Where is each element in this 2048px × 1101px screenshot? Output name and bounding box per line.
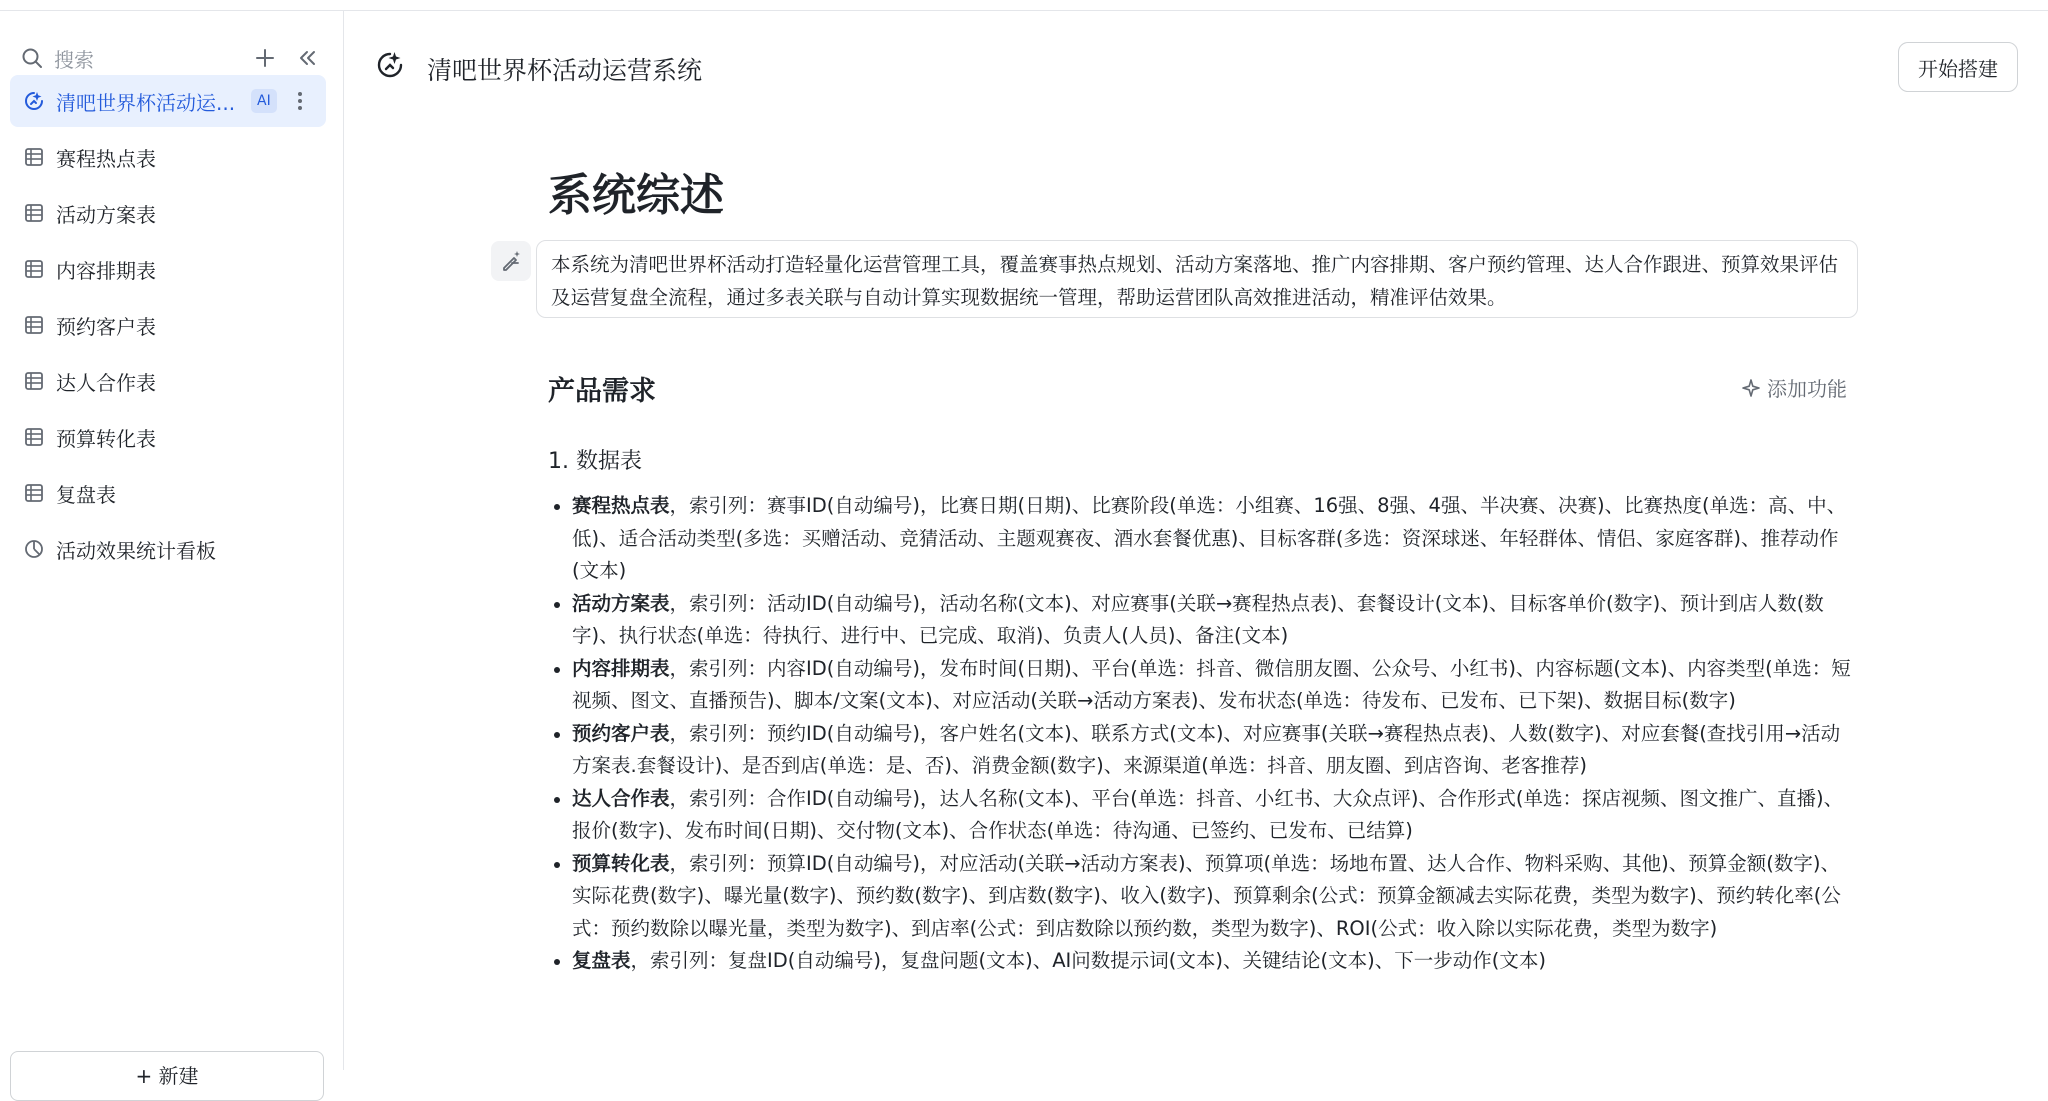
sidebar-item-label: 预约客户表 (56, 314, 156, 339)
ai-badge: AI (251, 89, 277, 113)
table-description: ，索引列：赛事ID(自动编号)，比赛日期(日期)、比赛阶段(单选：小组赛、16强、8强、4强、半决赛、决赛)、比赛热度(单选：高、中、低)、适合活动类型(多选：买赠活动、竞猜活动、主题观赛夜、酒水套餐优惠)、目标客群(多选：资深球迷、年轻群体、情侣、家庭客群)、推荐动作(文本) (572, 494, 1847, 582)
search-input[interactable]: 搜索 (54, 47, 94, 72)
list-item (548, 945, 1858, 978)
page-title: 清吧世界杯活动运营系统 (427, 56, 703, 85)
list-item (548, 588, 1858, 653)
table-icon (22, 201, 46, 225)
sidebar-item-budget-table[interactable] (10, 411, 326, 463)
sidebar-item-label: 活动效果统计看板 (56, 538, 216, 563)
summary-text[interactable]: 本系统为清吧世界杯活动打造轻量化运营管理工具，覆盖赛事热点规划、活动方案落地、推广内容排期、客户预约管理、达人合作跟进、预算效果评估及运营复盘全流程，通过多表关联与自动计算实现数据统一管理，帮助运营团队高效推进活动，精准评估效果。 (536, 240, 1858, 318)
table-name: 预约客户表 (572, 721, 670, 745)
sidebar-item-content-table[interactable] (10, 243, 326, 295)
sidebar-item-label: 复盘表 (56, 482, 116, 507)
list-item (548, 718, 1858, 783)
table-name: 复盘表 (572, 949, 631, 972)
table-description: ，索引列：复盘ID(自动编号)，复盘问题(文本)、AI问数提示词(文本)、关键结论(文本)、下一步动作(文本) (630, 949, 1546, 972)
section-title: 系统综述 (548, 170, 724, 221)
sidebar-item-label: 清吧世界杯活动运... (56, 90, 236, 115)
add-icon[interactable] (248, 41, 282, 75)
more-options-icon[interactable] (290, 87, 310, 115)
list-item (548, 848, 1858, 946)
sidebar-item-influencer-table[interactable] (10, 355, 326, 407)
ai-edit-icon[interactable] (491, 241, 531, 281)
table-description: ，索引列：合作ID(自动编号)，达人名称(文本)、平台(单选：抖音、小红书、大众点评)、合作形式(单选：探店视频、图文推广、直播)、报价(数字)、发布时间(日期)、交付物(文本)、合作状态(单选：待沟通、已签约、已发布、已结算) (572, 786, 1844, 842)
table-name: 预算转化表 (572, 851, 670, 875)
start-build-button[interactable]: 开始搭建 (1898, 42, 2018, 92)
collapse-sidebar-icon[interactable] (290, 41, 324, 75)
main-content (345, 121, 2048, 1070)
sidebar-item-schedule-table[interactable] (10, 131, 326, 183)
table-icon (22, 369, 46, 393)
ai-doc-icon (22, 89, 46, 113)
table-description: ，索引列：预算ID(自动编号)，对应活动(关联→活动方案表)、预算项(单选：场地布置、达人合作、物料采购、其他)、预算金额(数字)、实际花费(数字)、曝光量(数字)、预约数(数字)、到店数(数字)、收入(数字)、预算剩余(公式：预算金额减去实际花费，类型为数字)、预约转化率(公式：预约数除以曝光量，类型为数字)、到店率(公式：到店数除以预约数，类型为数字)、ROI(公式：收入除以实际花费，类型为数字) (572, 851, 1841, 940)
table-description: ，索引列：预约ID(自动编号)，客户姓名(文本)、联系方式(文本)、对应赛事(关联→赛程热点表)、人数(数字)、对应套餐(查找引用→活动方案表.套餐设计)、是否到店(单选：是、否)、消费金额(数字)、来源渠道(单选：抖音、朋友圈、到店咨询、老客推荐) (572, 721, 1841, 777)
table-name: 赛程热点表 (572, 494, 670, 517)
sidebar-item-review-table[interactable] (10, 467, 326, 519)
sidebar-item-label: 赛程热点表 (56, 146, 156, 171)
requirements-title: 产品需求 (548, 376, 656, 407)
sidebar-item-booking-table[interactable] (10, 299, 326, 351)
table-name: 内容排期表 (572, 656, 670, 680)
sidebar-item-label: 达人合作表 (56, 370, 156, 395)
sidebar (0, 11, 344, 1088)
ai-doc-icon (375, 50, 405, 80)
new-button[interactable]: + 新建 (10, 1051, 324, 1101)
table-icon (22, 425, 46, 449)
table-name: 达人合作表 (572, 786, 670, 810)
table-name: 活动方案表 (572, 591, 670, 615)
table-description: ，索引列：活动ID(自动编号)，活动名称(文本)、对应赛事(关联→赛程热点表)、套餐设计(文本)、目标客单价(数字)、预计到店人数(数字)、执行状态(单选：待执行、进行中、已完成、取消)、负责人(人员)、备注(文本) (572, 591, 1824, 647)
sparkle-icon (1741, 378, 1761, 398)
header (345, 11, 2048, 121)
table-icon (22, 313, 46, 337)
sidebar-nav (10, 75, 326, 579)
sidebar-item-activity-table[interactable] (10, 187, 326, 239)
search-icon[interactable] (20, 46, 44, 70)
add-function-label: 添加功能 (1767, 377, 1847, 401)
sidebar-item-dashboard[interactable] (10, 523, 326, 575)
sidebar-item-label: 活动方案表 (56, 202, 156, 227)
table-icon (22, 481, 46, 505)
sidebar-item-label: 内容排期表 (56, 258, 156, 283)
table-icon (22, 257, 46, 281)
dashboard-icon (22, 537, 46, 561)
list-item (548, 783, 1858, 848)
data-table-list (548, 490, 1858, 978)
list-item (548, 490, 1858, 588)
table-icon (22, 145, 46, 169)
data-tables-heading: 1. 数据表 (548, 449, 642, 474)
sidebar-item-label: 预算转化表 (56, 426, 156, 451)
list-item (548, 653, 1858, 718)
table-description: ，索引列：内容ID(自动编号)，发布时间(日期)、平台(单选：抖音、微信朋友圈、公众号、小红书)、内容标题(文本)、内容类型(单选：短视频、图文、直播预告)、脚本/文案(文本)、对应活动(关联→活动方案表)、发布状态(单选：待发布、已发布、已下架)、数据目标(数字) (572, 656, 1851, 712)
sidebar-item-system-doc[interactable] (10, 75, 326, 127)
add-function-button[interactable] (1741, 373, 1847, 402)
